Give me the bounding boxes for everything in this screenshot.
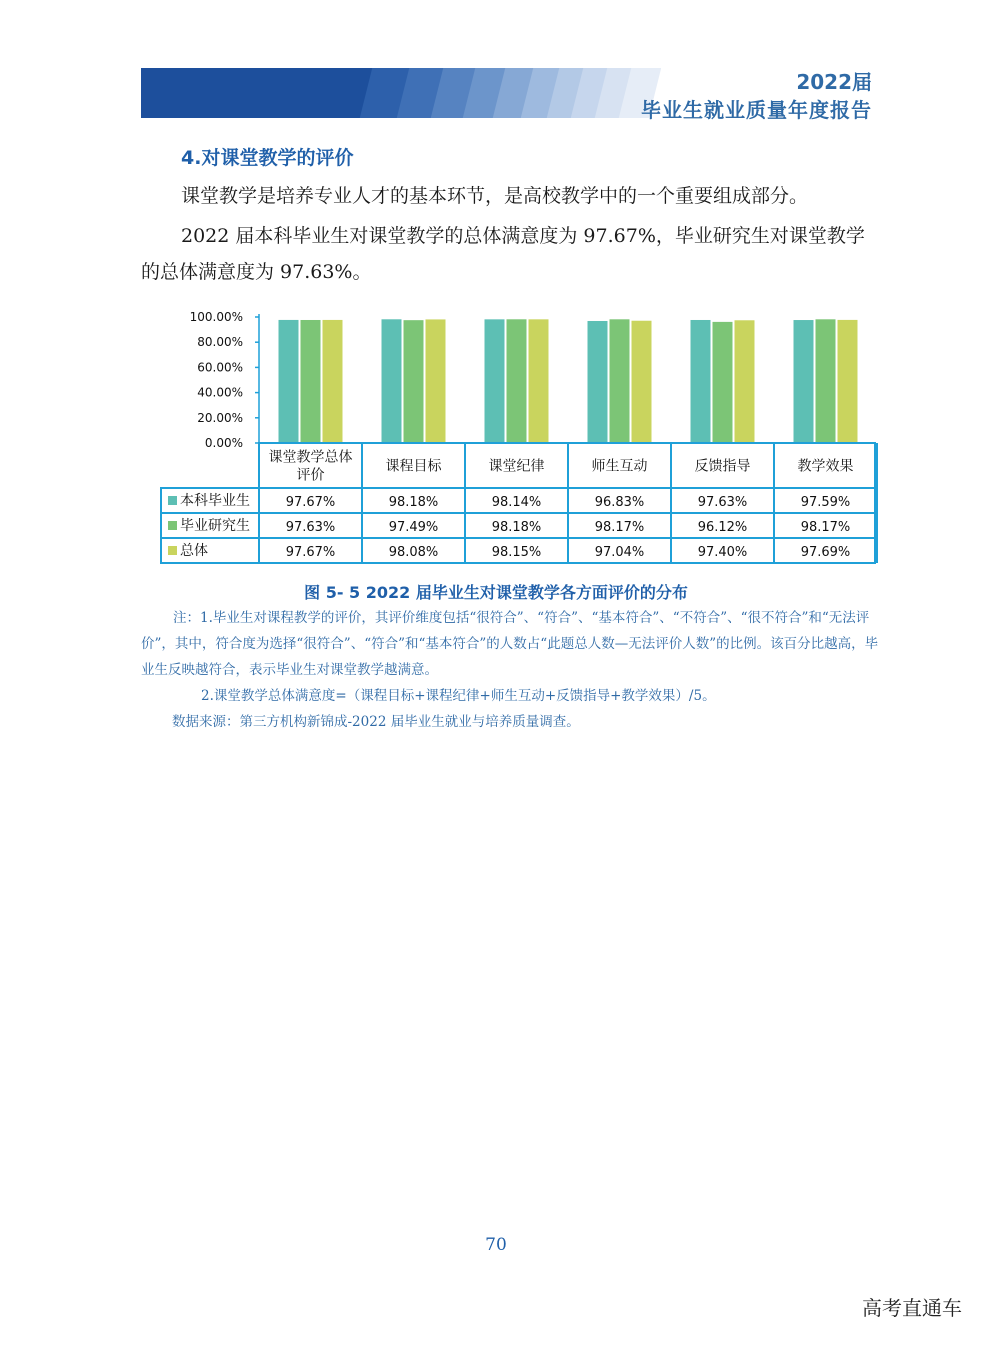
bar-overall (838, 320, 858, 443)
y-tick-label: 80.00% (197, 335, 243, 350)
data-label: 97.59% (800, 495, 851, 510)
legend-series-name: 本科毕业生 (180, 493, 250, 509)
data-label: 98.18% (388, 495, 439, 510)
bar-overall (735, 320, 755, 443)
category-label: 师生互动 (591, 458, 648, 475)
data-label: 97.63% (285, 520, 336, 535)
data-label: 97.67% (285, 545, 336, 560)
bar-undergrad (279, 320, 299, 443)
header-year: 2022届 (796, 70, 872, 94)
data-label: 97.69% (800, 545, 851, 560)
data-source-note: 数据来源：第三方机构新锦成-2022 届毕业生就业与培养质量调查。 (172, 714, 580, 730)
bar-graduate (301, 320, 321, 443)
paragraph-1: 课堂教学是培养专业人才的基本环节，是高校教学中的一个重要组成部分。 (181, 185, 809, 207)
category-label: 课堂纪律 (488, 458, 545, 475)
data-label: 98.17% (594, 520, 645, 535)
note-2: 2.课堂教学总体满意度=（课程目标+课程纪律+师生互动+反馈指导+教学效果）/5。 (201, 688, 716, 704)
legend-series-name: 毕业研究生 (180, 518, 250, 534)
data-label: 97.40% (697, 545, 748, 560)
bar-graduate (713, 322, 733, 443)
figure-caption: 图 5- 5 2022 届毕业生对课堂教学各方面评价的分布 (304, 583, 688, 602)
bar-graduate (404, 320, 424, 443)
bar-undergrad (588, 321, 608, 443)
legend-swatch (168, 521, 177, 530)
note-1: 注：1.毕业生对课程教学的评价，其评价维度包括“很符合”、“符合”、“基本符合”、“不符合”、“很不符合”和“无法评价”，其中，符合度为选择“很符合”、“符合”和“基本符合”的人数占“此题总人数—无法评价人数”的比例。该百分比越高，毕业生反映越符合，表示毕业生对课堂教学越满意。 (141, 610, 879, 678)
data-label: 98.18% (491, 520, 542, 535)
bar-graduate (610, 319, 630, 443)
page-number: 70 (485, 1235, 507, 1255)
bar-graduate (816, 319, 836, 443)
y-tick-label: 60.00% (197, 360, 243, 375)
paragraph-2: 2022 届本科毕业生对课堂教学的总体满意度为 97.67%，毕业研究生对课堂教学的总体满意度为 97.63%。 (141, 225, 865, 283)
data-label: 97.49% (388, 520, 439, 535)
bar-overall (323, 320, 343, 443)
data-label: 98.08% (388, 545, 439, 560)
bar-overall (426, 319, 446, 443)
legend-swatch (168, 546, 177, 555)
header-banner (141, 68, 661, 118)
section-title: 4.对课堂教学的评价 (181, 147, 354, 169)
bar-undergrad (485, 319, 505, 443)
bar-undergrad (794, 320, 814, 443)
legend-swatch (168, 496, 177, 505)
category-label: 反馈指导 (694, 458, 751, 475)
category-label: 课程目标 (385, 458, 442, 475)
legend-series-name: 总体 (180, 543, 208, 559)
header-title: 毕业生就业质量年度报告 (641, 98, 872, 122)
category-label: 教学效果 (797, 458, 854, 475)
data-label: 98.14% (491, 495, 542, 510)
y-tick-label: 100.00% (189, 310, 243, 324)
bar-overall (632, 321, 652, 443)
category-label: 课堂教学总体 (268, 449, 353, 466)
data-label: 96.12% (697, 520, 748, 535)
y-tick-label: 0.00% (204, 436, 243, 450)
data-label: 96.83% (594, 495, 645, 510)
data-label: 98.15% (491, 545, 542, 560)
y-tick-label: 40.00% (197, 385, 243, 400)
data-label: 97.04% (594, 545, 645, 560)
watermark: 高考直通车 (862, 1296, 962, 1320)
bar-overall (529, 319, 549, 443)
bar-undergrad (691, 320, 711, 443)
bar-graduate (507, 319, 527, 443)
y-tick-label: 20.00% (197, 410, 243, 425)
data-label: 97.63% (697, 495, 748, 510)
data-label: 98.17% (800, 520, 851, 535)
bar-undergrad (382, 319, 402, 443)
category-label: 评价 (296, 467, 325, 484)
data-label: 97.67% (285, 495, 336, 510)
